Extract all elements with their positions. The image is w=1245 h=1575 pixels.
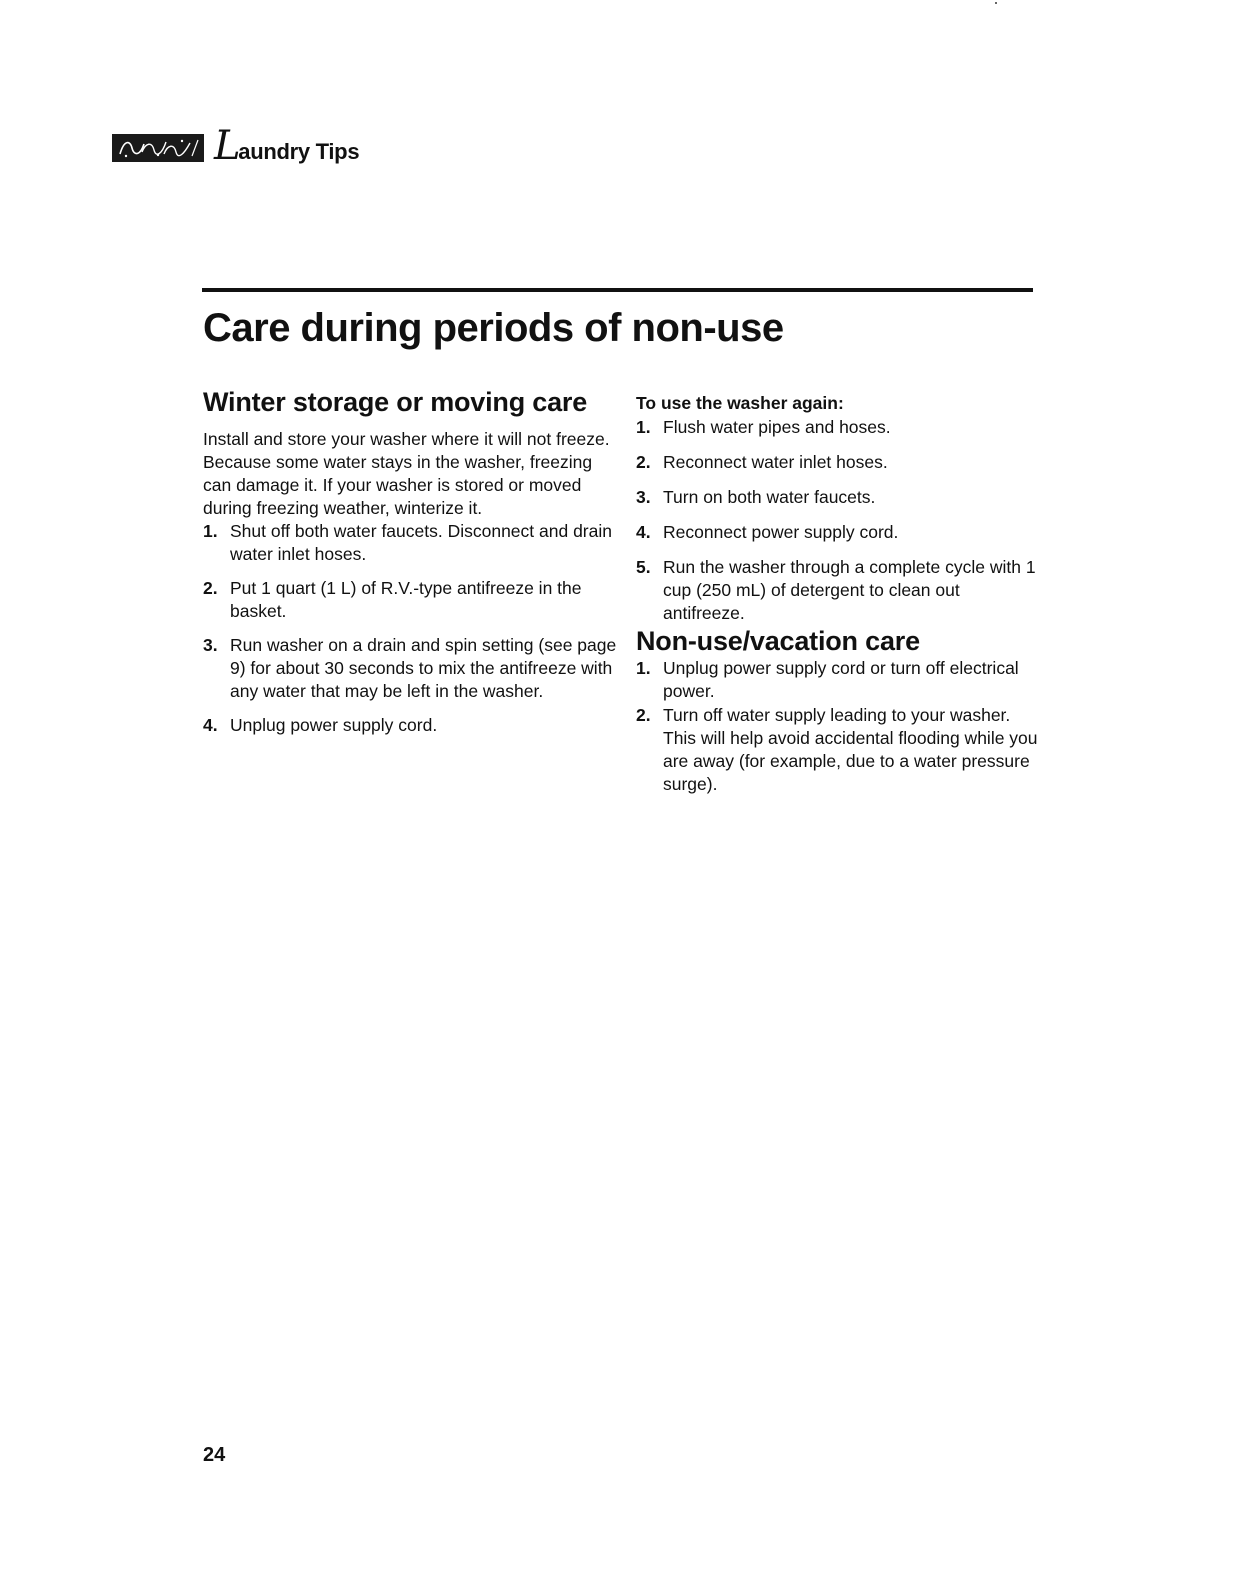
section-banner-icon	[112, 134, 204, 162]
step-text: Shut off both water faucets. Disconnect and drain water inlet hoses.	[230, 521, 612, 565]
winter-storage-intro: Install and store your washer where it will not freeze. Because some water stays in the washer, freezing can damage it. If your washer is stored or moved during freezing weather, winterize it.	[203, 429, 610, 519]
use-again-steps	[636, 416, 1046, 625]
vacation-care-steps	[636, 657, 1046, 796]
header-title-initial: L	[214, 123, 241, 169]
header-title	[214, 123, 360, 169]
step-number: 1.	[636, 417, 651, 437]
step-text: Turn on both water faucets.	[663, 487, 876, 507]
page-header	[112, 123, 360, 169]
list-item	[636, 486, 1046, 509]
step-number: 3.	[636, 487, 651, 507]
step-text: Reconnect water inlet hoses.	[663, 452, 888, 472]
step-number: 5.	[636, 557, 651, 577]
step-text: Turn off water supply leading to your washer. This will help avoid accidental flooding while you are away (for example, due to a water pressure surge).	[663, 705, 1038, 795]
header-title-text: aundry Tips	[238, 139, 360, 164]
step-text: Flush water pipes and hoses.	[663, 417, 891, 437]
step-text: Run washer on a drain and spin setting (see page 9) for about 30 seconds to mix the antifreeze with any water that may be left in the washer.	[230, 635, 617, 702]
left-column	[203, 386, 623, 737]
winter-storage-heading: Winter storage or moving care	[203, 387, 588, 417]
list-item	[636, 416, 1046, 439]
step-number: 1.	[636, 658, 651, 679]
use-again-heading: To use the washer again:	[636, 393, 844, 413]
step-number: 4.	[636, 522, 651, 542]
page-number: 24	[203, 1444, 226, 1466]
list-item	[203, 714, 623, 737]
winter-storage-steps	[203, 520, 623, 737]
title-rule	[202, 288, 1033, 292]
list-item	[203, 634, 623, 703]
step-text: Unplug power supply cord.	[230, 715, 438, 736]
step-number: 1.	[203, 521, 218, 542]
step-number: 4.	[203, 715, 218, 736]
step-number: 2.	[636, 452, 651, 472]
list-item	[203, 577, 623, 623]
list-item	[636, 704, 1046, 796]
list-item	[203, 520, 623, 566]
step-number: 2.	[636, 705, 651, 726]
right-column	[636, 390, 1046, 796]
list-item	[636, 556, 1046, 625]
page-title: Care during periods of non-use	[203, 306, 784, 350]
list-item	[636, 521, 1046, 544]
vacation-care-heading: Non-use/vacation care	[636, 626, 920, 656]
step-number: 3.	[203, 635, 218, 656]
step-text: Put 1 quart (1 L) of R.V.-type antifreeze in the basket.	[230, 578, 582, 622]
step-text: Run the washer through a complete cycle with 1 cup (250 mL) of detergent to clean out antifreeze.	[663, 557, 1036, 623]
step-text: Unplug power supply cord or turn off electrical power.	[663, 658, 1019, 702]
scan-mark	[995, 2, 997, 4]
list-item	[636, 451, 1046, 474]
step-number: 2.	[203, 578, 218, 599]
list-item	[636, 657, 1046, 703]
step-text: Reconnect power supply cord.	[663, 522, 899, 542]
